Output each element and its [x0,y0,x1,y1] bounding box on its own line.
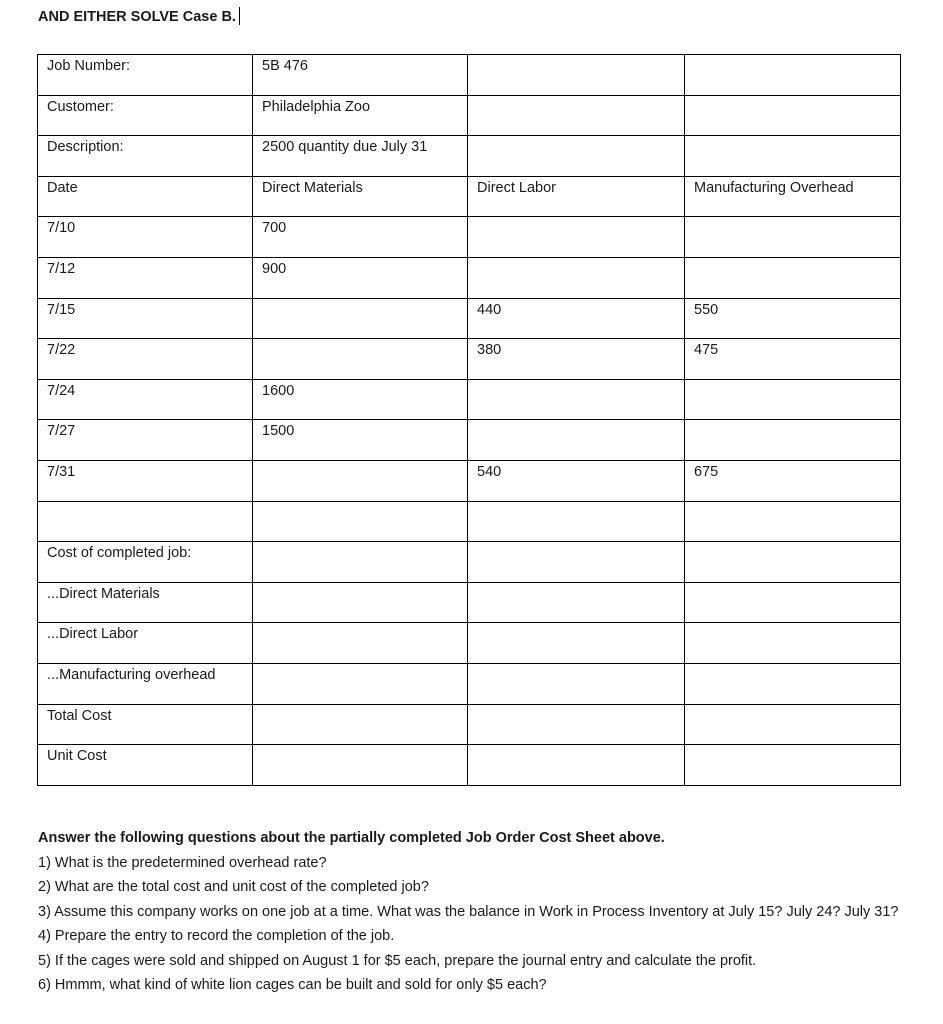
table-cell [468,501,685,542]
table-cell [468,136,685,177]
table-row [38,379,901,420]
table-row [38,298,901,339]
table-row [38,542,901,583]
table-cell: 7/15 [38,298,253,339]
table-cell: Direct Materials [253,176,468,217]
table-cell [468,745,685,786]
table-cell: ...Direct Materials [38,582,253,623]
job-order-cost-sheet [37,54,901,786]
table-cell [468,663,685,704]
table-cell [468,420,685,461]
table-cell [253,542,468,583]
table-row [38,501,901,542]
table-row [38,745,901,786]
table-row [38,257,901,298]
table-cell: Philadelphia Zoo [253,95,468,136]
table-row [38,55,901,96]
table-cell [685,55,901,96]
table-cell: 550 [685,298,901,339]
question-4: 4) Prepare the entry to record the completion of the job. [38,928,395,944]
cost-sheet-body [38,55,901,786]
text-cursor [239,7,240,25]
table-cell [685,623,901,664]
heading-text: AND EITHER SOLVE Case B. [38,9,236,25]
table-cell [685,257,901,298]
table-cell: Customer: [38,95,253,136]
question-5: 5) If the cages were sold and shipped on August 1 for $5 each, prepare the journal entry and calculate the profit. [38,952,757,969]
table-cell: 1500 [253,420,468,461]
table-cell [685,542,901,583]
table-cell: Total Cost [38,704,253,745]
question-2: 2) What are the total cost and unit cost of the completed job? [38,879,429,895]
table-cell: Cost of completed job: [38,542,253,583]
table-cell: 700 [253,217,468,258]
table-cell [685,217,901,258]
table-cell [685,136,901,177]
table-cell [468,582,685,623]
table-cell: Direct Labor [468,176,685,217]
table-cell [468,623,685,664]
table-cell [685,663,901,704]
question-6: 6) Hmmm, what kind of white lion cages can be built and sold for only $5 each? [38,977,547,993]
table-cell: 7/31 [38,460,253,501]
question-1: 1) What is the predetermined overhead rate? [38,854,327,871]
table-cell [38,501,253,542]
questions-section [38,826,918,998]
table-cell [253,745,468,786]
table-row [38,95,901,136]
table-cell [468,217,685,258]
table-row [38,176,901,217]
table-cell [253,623,468,664]
table-cell [685,379,901,420]
table-cell [685,501,901,542]
table-row [38,704,901,745]
table-cell [468,379,685,420]
questions-title: Answer the following questions about the partially completed Job Order Cost Sheet above. [38,830,665,846]
table-cell [685,704,901,745]
table-cell [253,460,468,501]
table-cell: Job Number: [38,55,253,96]
table-cell [468,704,685,745]
table-cell [253,663,468,704]
table-cell: Unit Cost [38,745,253,786]
table-cell: 7/24 [38,379,253,420]
table-cell [685,420,901,461]
table-row [38,136,901,177]
table-cell: 900 [253,257,468,298]
table-cell: 2500 quantity due July 31 [253,136,468,177]
table-cell [253,704,468,745]
table-cell: 1600 [253,379,468,420]
table-cell [253,501,468,542]
table-row [38,663,901,704]
document-heading [38,7,240,25]
table-cell: 675 [685,460,901,501]
table-cell: 7/12 [38,257,253,298]
table-row [38,460,901,501]
table-cell: ...Direct Labor [38,623,253,664]
table-cell: 440 [468,298,685,339]
table-cell [685,582,901,623]
table-cell [468,542,685,583]
table-cell [685,95,901,136]
table-cell [685,745,901,786]
table-cell: 7/27 [38,420,253,461]
table-cell: Manufacturing Overhead [685,176,901,217]
table-cell [253,298,468,339]
table-cell [468,95,685,136]
table-cell: 475 [685,339,901,380]
question-3: 3) Assume this company works on one job at a time. What was the balance in Work in Process Inventory at July 15? July 24? July 31? [38,903,899,920]
table-row [38,623,901,664]
table-cell: 7/10 [38,217,253,258]
table-cell: 7/22 [38,339,253,380]
table-cell: 5B 476 [253,55,468,96]
table-cell: ...Manufacturing overhead [38,663,253,704]
table-row [38,339,901,380]
table-cell: Description: [38,136,253,177]
table-row [38,420,901,461]
table-cell: Date [38,176,253,217]
table-cell: 540 [468,460,685,501]
table-cell [253,582,468,623]
table-row [38,217,901,258]
table-cell [468,55,685,96]
table-row [38,582,901,623]
table-cell [468,257,685,298]
table-cell [253,339,468,380]
table-cell: 380 [468,339,685,380]
